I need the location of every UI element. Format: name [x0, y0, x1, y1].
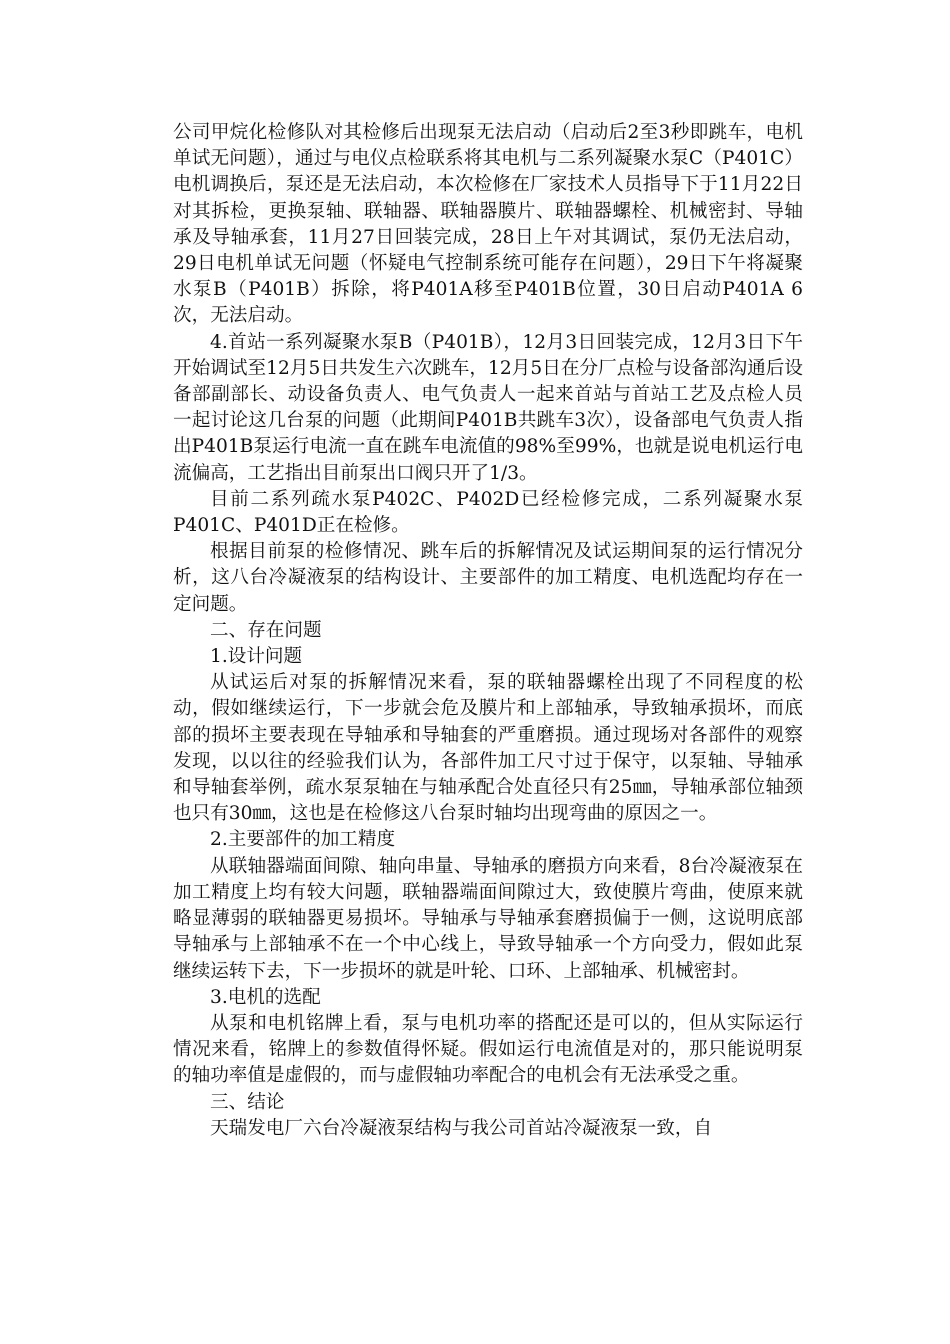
- paragraph-continuation: 公司甲烷化检修队对其检修后出现泵无法启动（启动后2至3秒即跳车，电机单试无问题），通过与电仪点检联系将其电机与二系列凝聚水泵C（P401C）电机调换后，泵还是无法启动，本次检修在厂家技术人员指导下于11月22日对其拆检，更换泵轴、联轴器、联轴器膜片、联轴器螺栓、机械密封、导轴承及导轴承套，11月27日回装完成，28日上午对其调试，泵仍无法启动，29日电机单试无问题（怀疑电气控制系统可能存在问题），29日下午将凝聚水泵B（P401B）拆除，将P401A移至P401B位置，30日启动P401A 6次，无法启动。: [173, 122, 803, 327]
- paragraph-status: 目前二系列疏水泵P402C、P402D已经检修完成，二系列凝聚水泵P401C、P401D正在检修。: [173, 488, 803, 537]
- paragraph-motor: 从泵和电机铭牌上看，泵与电机功率的搭配还是可以的，但从实际运行情况来看，铭牌上的参数值得怀疑。假如运行电流值是对的，那只能说明泵的轴功率值是虚假的，而与虚假轴功率配合的电机会有无法承受之重。: [173, 1012, 803, 1087]
- subheading-precision: 2.主要部件的加工精度: [210, 829, 396, 851]
- paragraph-analysis: 根据目前泵的检修情况、跳车后的拆解情况及试运期间泵的运行情况分析，这八台冷凝液泵的结构设计、主要部件的加工精度、电机选配均存在一定问题。: [173, 541, 803, 615]
- paragraph-item-4: 4.首站一系列凝聚水泵B（P401B），12月3日回装完成，12月3日下午开始调试至12月5日共发生六次跳车，12月5日在分厂点检与设备部沟通后设备部副部长、动设备负责人、电气负责人一起来首站与首站工艺及点检人员一起讨论这几台泵的问题（此期间P401B共跳车3次），设备部电气负责人指出P401B泵运行电流一直在跳车电流值的98%至99%，也就是说电机运行电流偏高，工艺指出目前泵出口阀只开了1/3。: [173, 331, 803, 484]
- paragraph-precision: 从联轴器端面间隙、轴向串量、导轴承的磨损方向来看，8台冷凝液泵在加工精度上均有较大问题，联轴器端面间隙过大，致使膜片弯曲，使原来就略显薄弱的联轴器更易损坏。导轴承与导轴承套磨损偏于一侧，这说明底部导轴承与上部轴承不在一个中心线上，导致导轴承一个方向受力，假如此泵继续运转下去，下一步损坏的就是叶轮、口环、上部轴承、机械密封。: [173, 855, 803, 982]
- document-body: [173, 120, 803, 1142]
- section-heading-conclusion: 三、结论: [210, 1091, 285, 1113]
- section-heading-problems: 二、存在问题: [210, 619, 322, 641]
- subheading-design: 1.设计问题: [210, 646, 303, 668]
- paragraph-design: 从试运后对泵的拆解情况来看，泵的联轴器螺栓出现了不同程度的松动，假如继续运行，下一步就会危及膜片和上部轴承，导致轴承损坏，而底部的损坏主要表现在导轴承和导轴套的严重磨损。通过现场对各部件的观察发现，以以往的经验我们认为，各部件加工尺寸过于保守，以泵轴、导轴承和导轴套举例，疏水泵泵轴在与轴承配合处直径只有25㎜，导轴承部位轴颈也只有30㎜，这也是在检修这八台泵时轴均出现弯曲的原因之一。: [173, 672, 803, 825]
- paragraph-conclusion: 天瑞发电厂六台冷凝液泵结构与我公司首站冷凝液泵一致，自: [210, 1117, 713, 1139]
- subheading-motor: 3.电机的选配: [210, 986, 321, 1008]
